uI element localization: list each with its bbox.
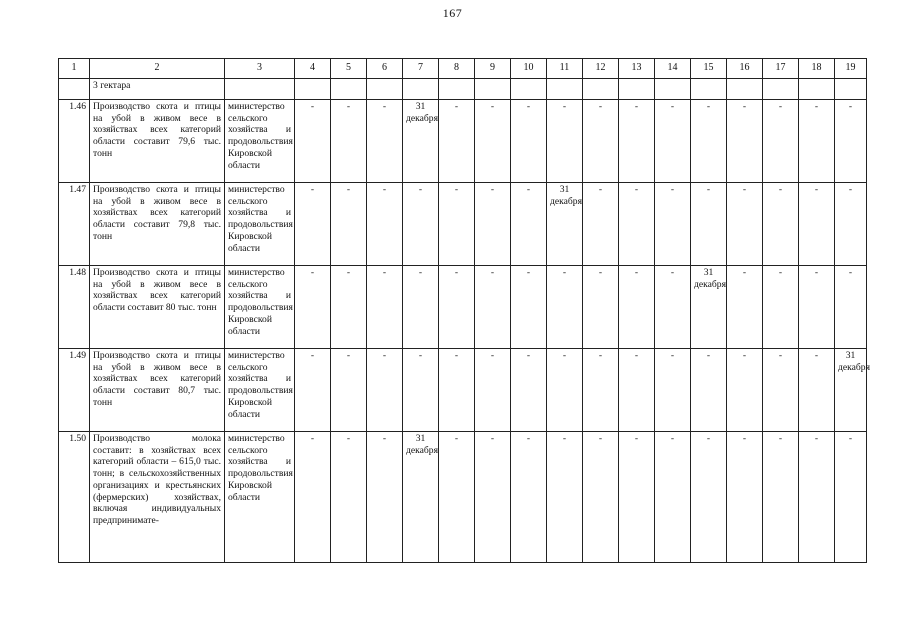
header-cell: 4 — [295, 59, 331, 79]
dash-cell — [655, 349, 691, 432]
dash-cell — [367, 266, 403, 349]
dash-cell — [655, 266, 691, 349]
dash-cell — [655, 100, 691, 183]
dash-cell — [439, 266, 475, 349]
dash-mark: - — [670, 433, 675, 444]
dash-mark: - — [382, 101, 387, 112]
dash-mark: - — [382, 433, 387, 444]
dash-cell — [511, 266, 547, 349]
dash-mark: - — [382, 350, 387, 361]
dash-mark: - — [848, 267, 853, 278]
header-cell: 17 — [763, 59, 799, 79]
dash-mark: - — [848, 101, 853, 112]
dash-mark: - — [670, 267, 675, 278]
dash-mark: - — [454, 433, 459, 444]
dash-mark: - — [562, 350, 567, 361]
dash-mark: - — [670, 184, 675, 195]
dash-cell — [547, 100, 583, 183]
dash-cell — [727, 183, 763, 266]
dash-cell — [511, 432, 547, 563]
row-executor: министерство сельского хозяйства и продовольствия Кировской области — [225, 266, 295, 349]
dash-mark: - — [814, 267, 819, 278]
dash-mark: - — [778, 267, 783, 278]
header-cell: 12 — [583, 59, 619, 79]
table-row — [59, 349, 867, 432]
dash-cell — [331, 349, 367, 432]
dash-mark: - — [346, 101, 351, 112]
row-description: Производство скота и птицы на убой в живом весе в хозяйствах всех категорий области составит 79,8 тыс. тонн — [90, 183, 225, 266]
dash-mark: - — [778, 350, 783, 361]
dash-mark: - — [346, 267, 351, 278]
dash-mark: - — [634, 184, 639, 195]
subheader-empty-cell — [225, 79, 295, 100]
dash-mark: - — [814, 101, 819, 112]
dash-cell — [331, 266, 367, 349]
dash-cell — [403, 349, 439, 432]
dash-mark: - — [778, 433, 783, 444]
dash-cell — [727, 100, 763, 183]
table-row — [59, 266, 867, 349]
row-number: 1.49 — [59, 349, 90, 432]
dash-cell — [763, 432, 799, 563]
header-cell: 9 — [475, 59, 511, 79]
row-description: Производство молока составит: в хозяйствах всех категорий области – 615,0 тыс. тонн; в сельскохозяйственных организациях и крестьянских (фермерских) хозяйствах, включая индивидуальных предпринимате- — [90, 432, 225, 563]
dash-cell — [547, 349, 583, 432]
dash-mark: - — [742, 267, 747, 278]
dash-cell — [295, 183, 331, 266]
dash-mark: - — [848, 433, 853, 444]
row-description: Производство скота и птицы на убой в живом весе в хозяйствах всех категорий области составит 79,6 тыс. тонн — [90, 100, 225, 183]
dash-mark: - — [778, 101, 783, 112]
dash-mark: - — [778, 184, 783, 195]
dash-cell — [475, 266, 511, 349]
dash-mark: - — [742, 350, 747, 361]
deadline-label: 31 декабря — [694, 267, 727, 290]
header-cell: 10 — [511, 59, 547, 79]
dash-cell — [475, 183, 511, 266]
dash-cell — [475, 100, 511, 183]
dash-cell — [619, 349, 655, 432]
dash-cell — [367, 100, 403, 183]
dash-mark: - — [706, 433, 711, 444]
dash-mark: - — [706, 101, 711, 112]
row-executor: министерство сельского хозяйства и продовольствия Кировской области — [225, 349, 295, 432]
dash-mark: - — [526, 433, 531, 444]
row-executor: министерство сельского хозяйства и продовольствия Кировской области — [225, 183, 295, 266]
dash-mark: - — [848, 184, 853, 195]
header-cell: 3 — [225, 59, 295, 79]
dash-cell — [295, 432, 331, 563]
dash-mark: - — [598, 350, 603, 361]
header-cell: 7 — [403, 59, 439, 79]
dash-mark: - — [382, 267, 387, 278]
dash-cell — [331, 183, 367, 266]
dash-mark: - — [598, 184, 603, 195]
schedule-table — [58, 58, 871, 563]
dash-mark: - — [598, 433, 603, 444]
dash-cell — [547, 266, 583, 349]
row-description: Производство скота и птицы на убой в живом весе в хозяйствах всех категорий области составит 80 тыс. тонн — [90, 266, 225, 349]
table-row — [59, 432, 867, 563]
dash-cell — [439, 349, 475, 432]
dash-cell — [835, 183, 867, 266]
dash-mark: - — [598, 101, 603, 112]
dash-cell — [655, 183, 691, 266]
dash-mark: - — [454, 184, 459, 195]
dash-cell — [799, 432, 835, 563]
header-cell: 11 — [547, 59, 583, 79]
dash-mark: - — [526, 184, 531, 195]
dash-cell — [583, 183, 619, 266]
deadline-label: 31 декабря — [838, 350, 871, 373]
dash-cell — [367, 183, 403, 266]
dash-mark: - — [526, 267, 531, 278]
header-cell: 18 — [799, 59, 835, 79]
row-number: 1.47 — [59, 183, 90, 266]
dash-cell — [331, 432, 367, 563]
dash-cell — [799, 183, 835, 266]
deadline-cell — [547, 183, 583, 266]
header-cell: 13 — [619, 59, 655, 79]
deadline-cell — [403, 432, 439, 563]
dash-mark: - — [490, 350, 495, 361]
dash-mark: - — [814, 184, 819, 195]
dash-mark: - — [742, 433, 747, 444]
dash-mark: - — [562, 267, 567, 278]
dash-cell — [475, 349, 511, 432]
dash-cell — [835, 100, 867, 183]
dash-mark: - — [562, 433, 567, 444]
deadline-label: 31 декабря — [406, 101, 439, 124]
page-number: 167 — [442, 6, 463, 20]
header-cell: 6 — [367, 59, 403, 79]
dash-cell — [727, 432, 763, 563]
header-cell: 1 — [59, 59, 90, 79]
dash-cell — [403, 183, 439, 266]
dash-cell — [511, 100, 547, 183]
row-number: 1.48 — [59, 266, 90, 349]
dash-cell — [655, 432, 691, 563]
dash-mark: - — [670, 101, 675, 112]
dash-mark: - — [418, 350, 423, 361]
dash-mark: - — [310, 101, 315, 112]
header-cell: 15 — [691, 59, 727, 79]
deadline-label: 31 декабря — [550, 184, 583, 207]
row-executor: министерство сельского хозяйства и продовольствия Кировской области — [225, 432, 295, 563]
dash-mark: - — [454, 350, 459, 361]
dash-mark: - — [346, 350, 351, 361]
dash-cell — [727, 266, 763, 349]
dash-cell — [511, 183, 547, 266]
dash-mark: - — [814, 433, 819, 444]
deadline-cell — [835, 349, 871, 432]
dash-cell — [403, 266, 439, 349]
dash-mark: - — [490, 267, 495, 278]
dash-mark: - — [490, 433, 495, 444]
dash-cell — [799, 100, 835, 183]
dash-cell — [439, 100, 475, 183]
table-row — [59, 183, 867, 266]
dash-cell — [835, 432, 867, 563]
dash-cell — [799, 266, 835, 349]
dash-mark: - — [346, 184, 351, 195]
dash-mark: - — [490, 101, 495, 112]
header-row — [59, 59, 867, 79]
dash-mark: - — [526, 101, 531, 112]
dash-cell — [295, 100, 331, 183]
dash-cell — [691, 183, 727, 266]
row-number: 1.50 — [59, 432, 90, 563]
header-cell: 2 — [90, 59, 225, 79]
dash-cell — [619, 266, 655, 349]
header-cell: 8 — [439, 59, 475, 79]
dash-cell — [583, 349, 619, 432]
dash-mark: - — [310, 184, 315, 195]
subheader-row — [59, 79, 867, 100]
dash-cell — [763, 349, 799, 432]
dash-mark: - — [346, 433, 351, 444]
header-cell: 14 — [655, 59, 691, 79]
deadline-cell — [691, 266, 727, 349]
dash-mark: - — [742, 101, 747, 112]
dash-cell — [439, 432, 475, 563]
subheader-num-cell — [59, 79, 90, 100]
table-row — [59, 100, 867, 183]
dash-cell — [511, 349, 547, 432]
dash-mark: - — [454, 267, 459, 278]
dash-cell — [619, 432, 655, 563]
dash-mark: - — [382, 184, 387, 195]
dash-mark: - — [742, 184, 747, 195]
dash-mark: - — [814, 350, 819, 361]
dash-mark: - — [634, 267, 639, 278]
dash-cell — [691, 349, 727, 432]
dash-mark: - — [418, 184, 423, 195]
dash-mark: - — [598, 267, 603, 278]
dash-mark: - — [706, 184, 711, 195]
dash-cell — [619, 100, 655, 183]
dash-cell — [691, 100, 727, 183]
dash-cell — [439, 183, 475, 266]
dash-cell — [367, 432, 403, 563]
dash-cell — [835, 266, 867, 349]
dash-cell — [727, 349, 763, 432]
dash-mark: - — [526, 350, 531, 361]
dash-cell — [475, 432, 511, 563]
header-cell: 19 — [835, 59, 867, 79]
dash-mark: - — [706, 350, 711, 361]
dash-cell — [295, 349, 331, 432]
row-executor: министерство сельского хозяйства и продовольствия Кировской области — [225, 100, 295, 183]
dash-cell — [763, 100, 799, 183]
dash-cell — [583, 432, 619, 563]
dash-mark: - — [310, 350, 315, 361]
header-cell: 16 — [727, 59, 763, 79]
dash-mark: - — [634, 350, 639, 361]
dash-mark: - — [310, 267, 315, 278]
header-cell: 5 — [331, 59, 367, 79]
dash-mark: - — [418, 267, 423, 278]
dash-cell — [583, 100, 619, 183]
row-description: Производство скота и птицы на убой в живом весе в хозяйствах всех категорий области составит 80,7 тыс. тонн — [90, 349, 225, 432]
deadline-cell — [403, 100, 439, 183]
dash-cell — [691, 432, 727, 563]
dash-cell — [799, 349, 835, 432]
dash-mark: - — [634, 433, 639, 444]
dash-cell — [763, 266, 799, 349]
dash-cell — [367, 349, 403, 432]
dash-mark: - — [310, 433, 315, 444]
dash-mark: - — [670, 350, 675, 361]
dash-mark: - — [634, 101, 639, 112]
dash-mark: - — [562, 101, 567, 112]
dash-cell — [295, 266, 331, 349]
subheader-cell: 3 гектара — [90, 79, 225, 100]
deadline-label: 31 декабря — [406, 433, 439, 456]
dash-cell — [763, 183, 799, 266]
dash-cell — [583, 266, 619, 349]
dash-mark: - — [490, 184, 495, 195]
dash-cell — [331, 100, 367, 183]
dash-cell — [547, 432, 583, 563]
dash-mark: - — [454, 101, 459, 112]
row-number: 1.46 — [59, 100, 90, 183]
dash-cell — [619, 183, 655, 266]
